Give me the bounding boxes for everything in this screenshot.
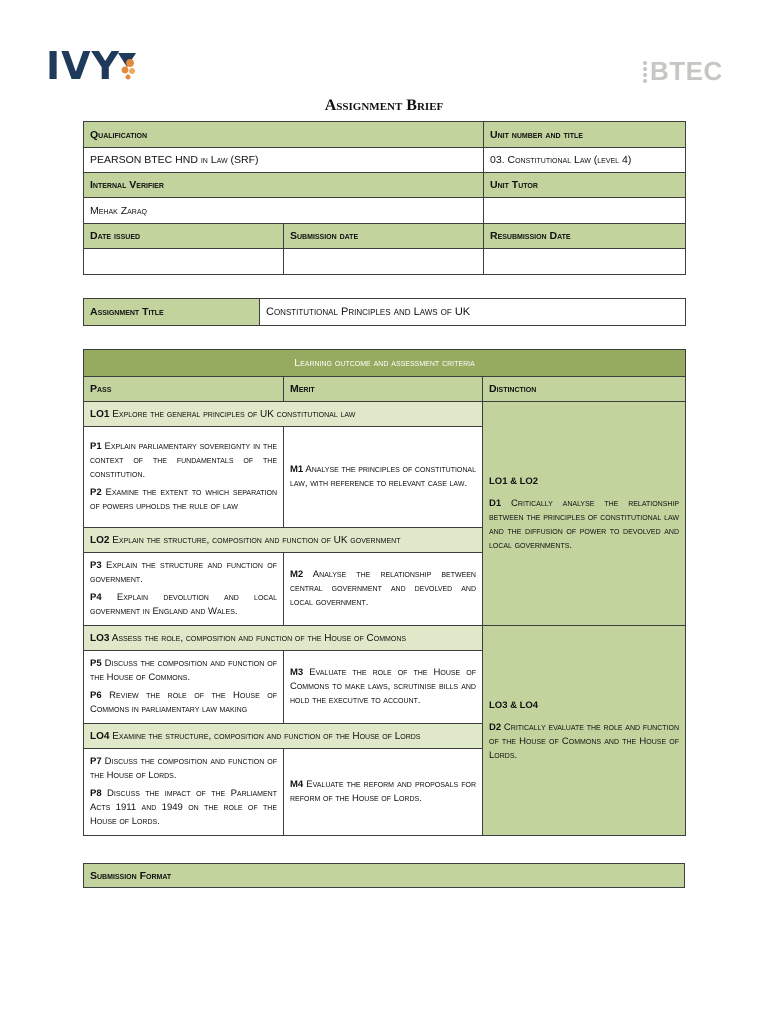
- m1-text: Analyse the principles of constitutional law, with reference to relevant case law.: [290, 464, 476, 489]
- submission-format-table: [83, 863, 685, 888]
- m2-text: Analyse the relationship between central government and devolved and local government.: [290, 569, 476, 608]
- p3-text: Explain the structure and function of government.: [90, 560, 278, 585]
- m1-code: M1: [290, 464, 304, 475]
- tutor-label: Unit Tutor: [484, 173, 686, 198]
- p1-criterion: [90, 440, 277, 482]
- pass-lo4: [84, 749, 284, 836]
- p6-text: Review the role of the House of Commons in parliamentary law making: [90, 690, 277, 715]
- info-table: [83, 121, 686, 275]
- lo1-code: LO1: [90, 408, 110, 420]
- qualification-label: Qualification: [84, 122, 484, 148]
- resubmission-date-label: Resubmission Date: [484, 224, 686, 249]
- d-lo34-label: LO3 & LO4: [489, 699, 539, 711]
- submission-format-label: Submission Format: [84, 864, 685, 888]
- m3-text: Evaluate the role of the House of Commons to make laws, scrutinise bills and hold the executive to account.: [290, 667, 476, 706]
- distinction-lo34: [483, 626, 686, 836]
- merit-lo1: [284, 427, 483, 528]
- m4-criterion: [290, 778, 476, 806]
- d1-text: Critically analyse the relationship between the principles of constitutional law and the diffusion of power to devolved and local governments.: [489, 497, 680, 551]
- p4-criterion: [90, 591, 277, 619]
- page-title: Assignment Brief: [324, 97, 444, 114]
- p3-criterion: [90, 559, 277, 587]
- p2-text: Examine the extent to which separation of powers upholds the rule of law: [90, 487, 277, 512]
- pass-lo1: [84, 427, 284, 528]
- p8-code: P8: [90, 788, 102, 799]
- submission-date-value: [284, 249, 484, 275]
- p5-code: P5: [90, 658, 102, 669]
- p7-code: P7: [90, 756, 102, 767]
- lo2-text: Explain the structure, composition and function of UK government: [112, 534, 401, 546]
- merit-lo3: [284, 651, 483, 724]
- pass-lo3: [84, 651, 284, 724]
- d-lo12-label: LO1 & LO2: [489, 475, 539, 487]
- distinction-lo12: [483, 402, 686, 626]
- resubmission-date-value: [484, 249, 686, 275]
- ivy-leaf-icon: [116, 49, 138, 83]
- p6-criterion: [90, 689, 277, 717]
- p6-code: P6: [90, 690, 102, 701]
- p7-criterion: [90, 755, 277, 783]
- date-issued-value: [84, 249, 284, 275]
- pass-lo2: [84, 553, 284, 626]
- merit-lo2: [284, 553, 483, 626]
- btec-logo-text: BTEC: [650, 56, 723, 86]
- d2-criterion: [489, 721, 679, 763]
- submission-date-label: Submission date: [284, 224, 484, 249]
- lo1-text: Explore the general principles of UK constitutional law: [112, 408, 356, 420]
- assignment-title-label: Assignment Title: [84, 299, 260, 326]
- p1-code: P1: [90, 441, 102, 452]
- verifier-value: Mehak Zaraq: [84, 198, 484, 224]
- p8-text: Discuss the impact of the Parliament Acts 1911 and 1949 on the role of the House of Lords.: [90, 788, 277, 827]
- d2-text: Critically evaluate the role and function of the House of Commons and the House of Lords.: [489, 721, 680, 761]
- btec-logo: [640, 56, 723, 87]
- p5-criterion: [90, 657, 277, 685]
- assignment-title-table: [83, 298, 686, 326]
- p1-text: Explain parliamentary sovereignty in the context of the fundamentals of the constitution.: [90, 441, 277, 480]
- date-issued-label: Date issued: [84, 224, 284, 249]
- lo4-code: LO4: [90, 730, 110, 742]
- unit-label: Unit number and title: [484, 122, 686, 148]
- verifier-label: Internal Verifier: [84, 173, 484, 198]
- p4-text: Explain devolution and local government in England and Wales.: [90, 592, 278, 617]
- unit-value: 03. Constitutional Law (level 4): [484, 148, 686, 173]
- p8-criterion: [90, 787, 277, 829]
- m3-code: M3: [290, 667, 304, 678]
- lo3-code: LO3: [90, 632, 110, 644]
- p2-criterion: [90, 486, 277, 514]
- assignment-title-value: Constitutional Principles and Laws of UK: [260, 299, 686, 326]
- lo2-code: LO2: [90, 534, 110, 546]
- col-pass: Pass: [84, 377, 284, 402]
- col-merit: Merit: [284, 377, 483, 402]
- lo1-row: [84, 402, 483, 427]
- d2-code: D2: [489, 721, 502, 733]
- p5-text: Discuss the composition and function of the House of Commons.: [90, 658, 278, 683]
- lo4-text: Examine the structure, composition and function of the House of Lords: [112, 730, 421, 742]
- p2-code: P2: [90, 487, 102, 498]
- tutor-value: [484, 198, 686, 224]
- p3-code: P3: [90, 560, 102, 571]
- merit-lo4: [284, 749, 483, 836]
- p4-code: P4: [90, 592, 102, 603]
- col-distinction: Distinction: [483, 377, 686, 402]
- btec-dots-icon: [640, 59, 650, 85]
- p7-text: Discuss the composition and function of the House of Lords.: [90, 756, 278, 781]
- m4-code: M4: [290, 779, 304, 790]
- criteria-header: Learning outcome and assessment criteria: [84, 350, 686, 377]
- criteria-table: [83, 349, 686, 836]
- d1-code: D1: [489, 497, 502, 509]
- lo2-row: [84, 528, 483, 553]
- m2-code: M2: [290, 569, 304, 580]
- lo4-row: [84, 724, 483, 749]
- m2-criterion: [290, 568, 476, 610]
- ivy-logo-text: IVY: [46, 44, 121, 88]
- qualification-value: PEARSON BTEC HND in Law (SRF): [84, 148, 484, 173]
- lo3-text: Assess the role, composition and function of the House of Commons: [111, 632, 407, 644]
- m3-criterion: [290, 666, 476, 708]
- ivy-logo: [46, 44, 138, 88]
- m4-text: Evaluate the reform and proposals for reform of the House of Lords.: [290, 779, 476, 804]
- d1-criterion: [489, 497, 679, 553]
- m1-criterion: [290, 463, 476, 491]
- lo3-row: [84, 626, 483, 651]
